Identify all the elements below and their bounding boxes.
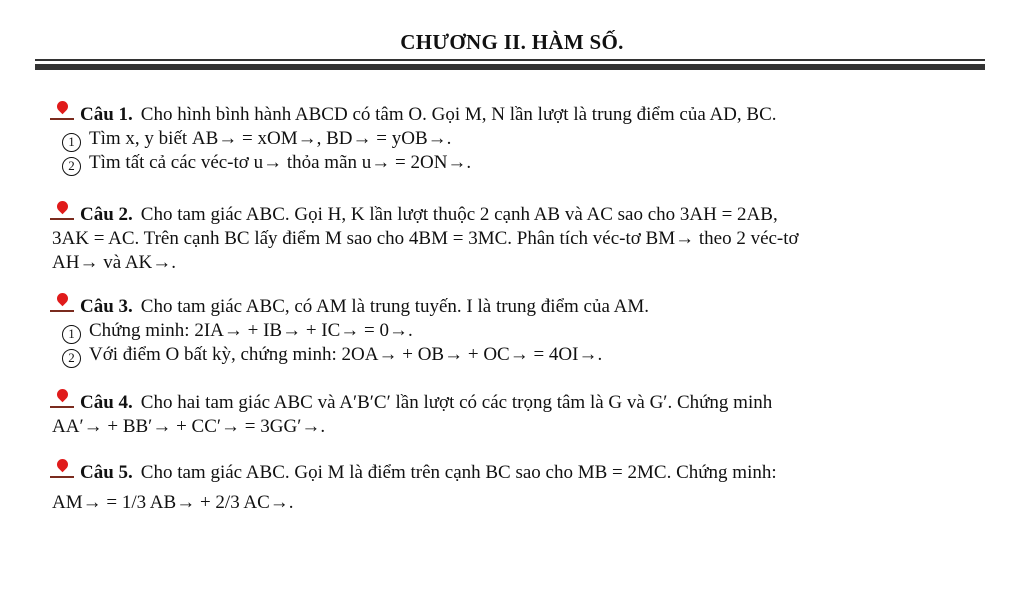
math-expression: 2OA→ + OB→ + OC→ = 4OI→. xyxy=(341,344,603,365)
question-text-line: AH→ và AK→. xyxy=(52,252,177,273)
question-text: Cho hai tam giác ABC và A′B′C′ lần lượt có các trọng tâm là G và G′. Chứng minh xyxy=(140,392,773,413)
question-text: Cho tam giác ABC, có AM là trung tuyến. I là trung điểm của AM. xyxy=(140,296,649,317)
math-expression: AM→ = 1/3 AB→ + 2/3 AC→. xyxy=(52,492,294,513)
pin-icon xyxy=(50,456,74,478)
circled-number: 2 xyxy=(62,157,81,176)
question-label: Câu 5. xyxy=(80,462,133,483)
question-text: Cho hình bình hành ABCD có tâm O. Gọi M, N lần lượt là trung điểm của AD, BC. xyxy=(140,104,777,125)
title-rule-thick xyxy=(35,64,985,70)
pin-icon xyxy=(50,98,74,120)
math-expression: AA′→ + BB′→ + CC′→ = 3GG′→. xyxy=(52,416,326,437)
question-label: Câu 4. xyxy=(80,392,133,413)
question-label: Câu 1. xyxy=(80,104,133,125)
subquestion-text: Với điểm O bất kỳ, chứng minh: xyxy=(89,344,337,365)
subquestion-2 xyxy=(40,343,990,367)
question-label: Câu 3. xyxy=(80,296,133,317)
title-rule-thin xyxy=(35,59,985,61)
subquestion-1 xyxy=(40,127,990,151)
circled-number: 2 xyxy=(62,349,81,368)
question-label: Câu 2. xyxy=(80,204,133,225)
subquestion-2 xyxy=(40,151,990,175)
question-text-line: 3AK = AC. Trên cạnh BC lấy điểm M sao cho 4BM = 3MC. Phân tích véc-tơ BM→ theo 2 véc-tơ xyxy=(52,228,799,249)
pin-icon xyxy=(50,386,74,408)
question-3 xyxy=(40,290,990,367)
subquestion-text: Tìm tất cả các véc-tơ u→ thỏa mãn xyxy=(89,152,358,173)
subquestion-text: Chứng minh: xyxy=(89,320,190,341)
question-2 xyxy=(40,198,990,275)
math-expression: u→ = 2ON→. xyxy=(361,152,472,173)
circled-number: 1 xyxy=(62,325,81,344)
subquestion-1 xyxy=(40,319,990,343)
question-text-line: Cho tam giác ABC. Gọi H, K lần lượt thuộc 2 cạnh AB và AC sao cho 3AH = 2AB, xyxy=(140,204,778,225)
math-expression: AB→ = xOM→, BD→ = yOB→. xyxy=(191,128,452,149)
math-expression: 2IA→ + IB→ + IC→ = 0→. xyxy=(194,320,413,341)
pin-icon xyxy=(50,290,74,312)
subquestion-text: Tìm x, y biết xyxy=(89,128,188,149)
circled-number: 1 xyxy=(62,133,81,152)
chapter-title: CHƯƠNG II. HÀM SỐ. xyxy=(400,30,624,54)
question-text: Cho tam giác ABC. Gọi M là điểm trên cạnh BC sao cho MB = 2MC. Chứng minh: xyxy=(140,462,777,483)
question-1 xyxy=(40,98,990,175)
question-5 xyxy=(40,456,990,515)
pin-icon xyxy=(50,198,74,220)
question-4 xyxy=(40,386,990,439)
